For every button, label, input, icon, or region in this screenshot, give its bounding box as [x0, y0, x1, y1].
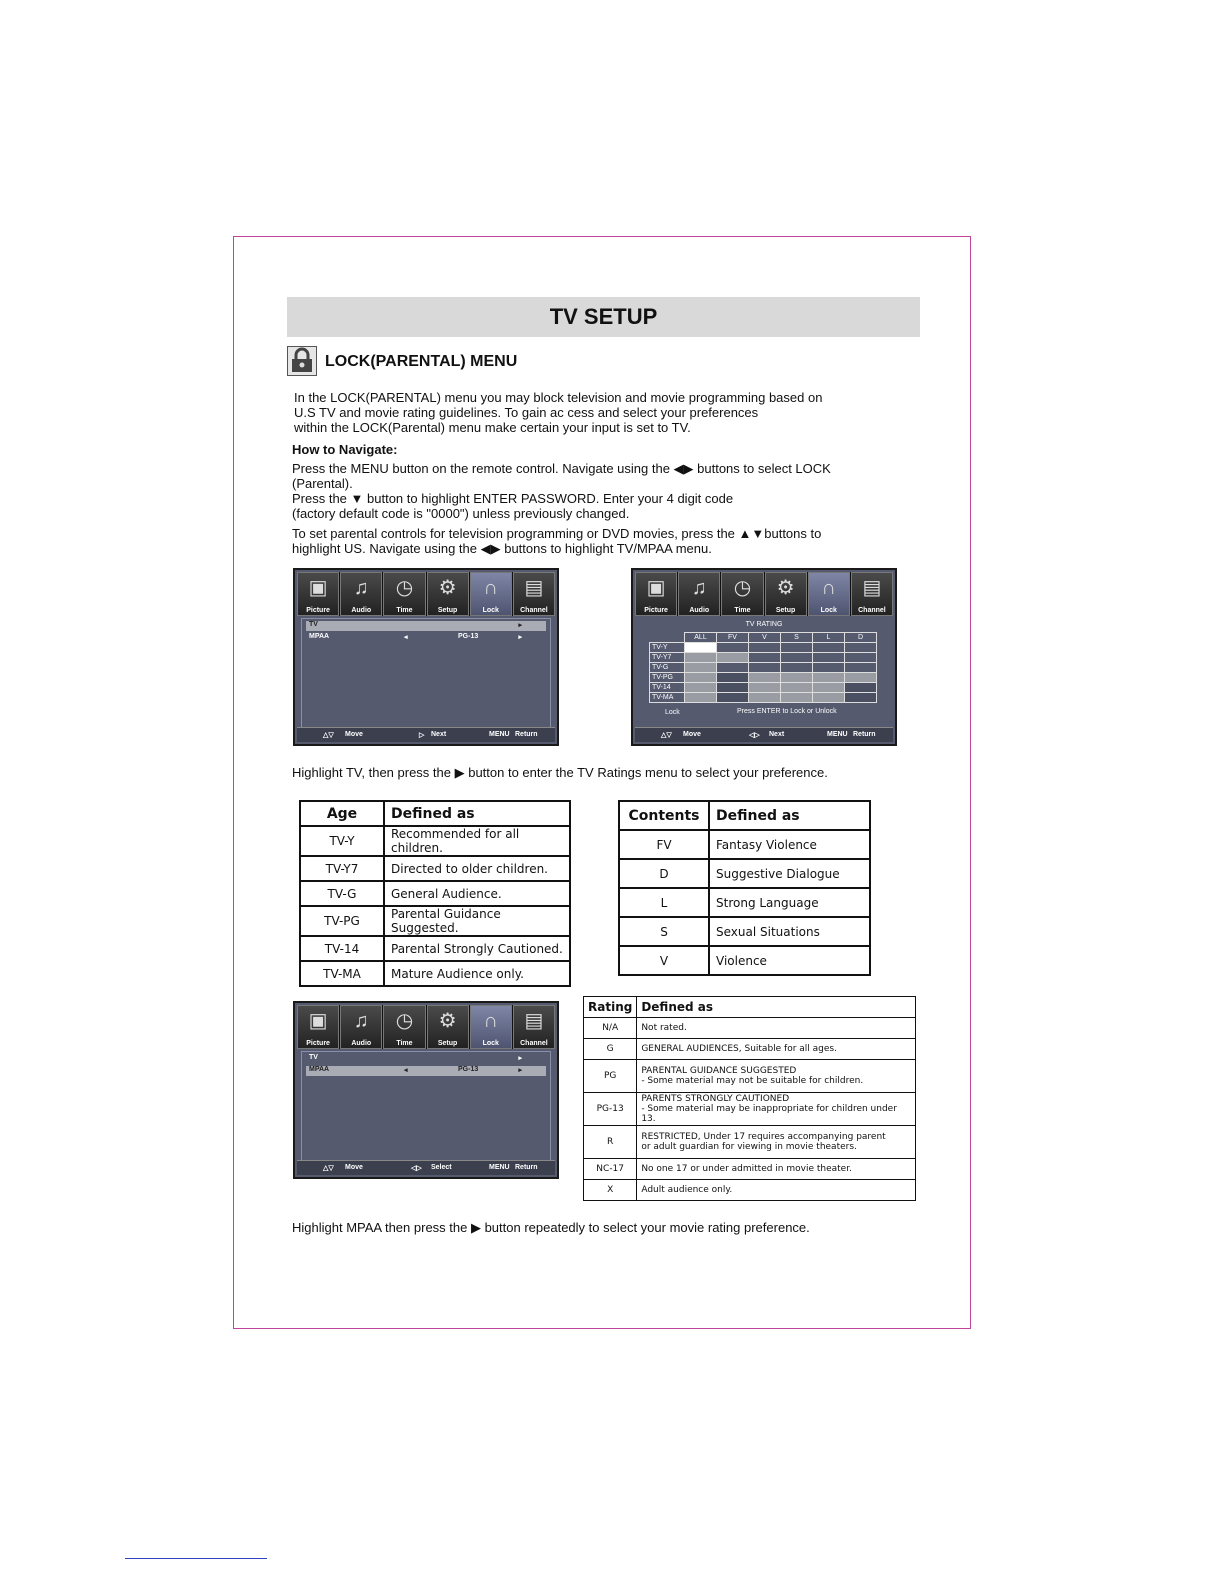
monitor-icon: ▤: [524, 577, 544, 599]
grid-cell[interactable]: [749, 653, 781, 663]
menu-icon-bar: [297, 572, 555, 616]
definition-line: - Some material may be inappropriate for children under 13.: [641, 1104, 897, 1124]
definition-cell: [637, 1093, 916, 1126]
grid-cell[interactable]: [781, 683, 813, 693]
audio-tab[interactable]: [340, 1005, 382, 1049]
intro-paragraph: [294, 390, 822, 435]
grid-cell[interactable]: [717, 683, 749, 693]
camera-icon: ▣: [308, 577, 328, 599]
tv-screen-tv-rating: [631, 568, 897, 746]
menu-row-mpaa[interactable]: [306, 633, 546, 643]
clock-icon: ◷: [395, 577, 414, 599]
rating-cell: G: [584, 1039, 637, 1060]
tab-label: Audio: [351, 607, 372, 614]
picture-tab[interactable]: [297, 1005, 339, 1049]
col-header: S: [781, 633, 813, 643]
table-row: [300, 936, 570, 961]
lock-icon: ∩: [483, 1010, 498, 1032]
definition-line: Not rated.: [641, 1023, 687, 1033]
page-title: TV SETUP: [287, 297, 920, 337]
music-icon: ♫: [353, 1010, 369, 1032]
col-header: Defined as: [384, 801, 570, 826]
tv-footer: [297, 1160, 555, 1175]
tv-screen-mpaa: [293, 1001, 559, 1179]
move-label: Move: [345, 731, 363, 738]
tab-label: Lock: [482, 607, 499, 614]
lock-tab[interactable]: [808, 572, 850, 616]
content-code-cell: D: [619, 859, 709, 888]
table-row: [584, 1060, 916, 1093]
definition-cell: Strong Language: [709, 888, 870, 917]
row-header: TV-G: [650, 663, 685, 673]
move-icon: △▽: [323, 732, 334, 739]
gear-icon: ⚙: [776, 577, 795, 599]
definition-cell: Parental Guidance Suggested.: [384, 906, 570, 936]
col-header: FV: [717, 633, 749, 643]
rating-heading: TV RATING: [745, 621, 783, 628]
row-value: PG-13: [458, 1066, 479, 1073]
row-header: TV-MA: [650, 693, 685, 703]
tab-label: Setup: [437, 1040, 458, 1047]
tab-label: Setup: [775, 607, 796, 614]
grid-cell[interactable]: [717, 643, 749, 653]
lock-menu-list: [301, 1051, 551, 1161]
grid-cell[interactable]: [781, 693, 813, 703]
next-icon: ▷: [419, 732, 425, 739]
rating-hint: Press ENTER to Lock or Unlock: [737, 708, 837, 715]
menu-icon-bar: [297, 1005, 555, 1049]
rating-cell: PG-13: [584, 1093, 637, 1126]
lock-tab[interactable]: [470, 572, 512, 616]
row-label: MPAA: [309, 1066, 330, 1073]
grid-cell[interactable]: [749, 693, 781, 703]
return-label: Return: [515, 1164, 538, 1171]
lock-icon: ∩: [821, 577, 836, 599]
lock-label: Lock: [665, 709, 680, 716]
content-code-cell: FV: [619, 830, 709, 859]
definition-line: No one 17 or under admitted in movie theater.: [641, 1164, 852, 1174]
grid-cell[interactable]: [813, 673, 845, 683]
age-table: [299, 800, 571, 987]
menu-row-tv[interactable]: [306, 1054, 546, 1064]
age-cell: TV-Y7: [300, 856, 384, 881]
camera-icon: ▣: [646, 577, 666, 599]
table-row: [584, 1159, 916, 1180]
intro-line: U.S TV and movie rating guidelines. To gain ac cess and select your preferences: [294, 405, 759, 420]
table-row: [619, 946, 870, 975]
music-icon: ♫: [691, 577, 707, 599]
definition-line: - Some material may not be suitable for children.: [641, 1076, 864, 1086]
grid-cell[interactable]: [685, 643, 717, 653]
definition-cell: [637, 1039, 916, 1060]
return-label: Return: [853, 731, 876, 738]
mpaa-table: [583, 996, 916, 1201]
audio-tab[interactable]: [340, 572, 382, 616]
nav-line: (factory default code is "0000") unless previously changed.: [292, 506, 630, 521]
content-code-cell: V: [619, 946, 709, 975]
content-code-cell: L: [619, 888, 709, 917]
time-tab[interactable]: [383, 572, 425, 616]
table-row: [584, 1126, 916, 1159]
nav-line: To set parental controls for television programming or DVD movies, press the ▲▼buttons to: [292, 526, 822, 541]
picture-tab[interactable]: [635, 572, 677, 616]
table-row: [300, 881, 570, 906]
tab-label: Picture: [644, 607, 668, 614]
definition-cell: General Audience.: [384, 881, 570, 906]
rating-cell: PG: [584, 1060, 637, 1093]
chevron-right-icon: ▸: [518, 634, 522, 641]
chevron-left-icon: ◂: [404, 634, 408, 641]
grid-cell[interactable]: [717, 693, 749, 703]
col-header: Age: [300, 801, 384, 826]
grid-cell[interactable]: [813, 683, 845, 693]
definition-cell: Recommended for all children.: [384, 826, 570, 856]
audio-tab[interactable]: [678, 572, 720, 616]
caption-tv: Highlight TV, then press the ▶ button to enter the TV Ratings menu to select your preference.: [292, 765, 828, 780]
left-right-icon: ◁▷: [749, 732, 760, 739]
row-header: TV-PG: [650, 673, 685, 683]
row-label: MPAA: [309, 633, 330, 640]
chevron-right-icon: ▸: [518, 1055, 522, 1062]
nav-line: Press the MENU button on the remote control. Navigate using the ◀▶ buttons to select LOCK: [292, 461, 831, 476]
definition-cell: [637, 1126, 916, 1159]
menu-icon-bar: [635, 572, 893, 616]
grid-cell[interactable]: [717, 653, 749, 663]
grid-cell[interactable]: [685, 693, 717, 703]
age-cell: TV-G: [300, 881, 384, 906]
move-label: Move: [683, 731, 701, 738]
grid-cell[interactable]: [685, 653, 717, 663]
rating-grid: [649, 632, 877, 703]
next-label: Next: [431, 731, 447, 738]
music-icon: ♫: [353, 577, 369, 599]
grid-cell[interactable]: [781, 673, 813, 683]
grid-cell[interactable]: [845, 663, 877, 673]
definition-line: GENERAL AUDIENCES, Suitable for all ages.: [641, 1044, 837, 1054]
tab-label: Lock: [482, 1040, 499, 1047]
time-tab[interactable]: [383, 1005, 425, 1049]
table-row: [584, 1018, 916, 1039]
tab-label: Audio: [689, 607, 710, 614]
tab-label: Channel: [520, 607, 548, 614]
channel-tab[interactable]: [851, 572, 893, 616]
rating-cell: X: [584, 1180, 637, 1201]
camera-icon: ▣: [308, 1010, 328, 1032]
intro-line: In the LOCK(PARENTAL) menu you may block television and movie programming based on: [294, 390, 823, 405]
grid-cell[interactable]: [813, 663, 845, 673]
menu-icon: MENU: [827, 731, 848, 738]
definition-cell: Directed to older children.: [384, 856, 570, 881]
col-header: Defined as: [709, 801, 870, 830]
intro-line: within the LOCK(Parental) menu make certain your input is set to TV.: [294, 420, 691, 435]
table-row: [619, 917, 870, 946]
clock-icon: ◷: [733, 577, 752, 599]
col-header: Rating: [584, 997, 637, 1018]
tab-label: Channel: [520, 1040, 548, 1047]
table-row: [300, 906, 570, 936]
row-label: TV: [309, 1054, 318, 1061]
grid-cell[interactable]: [749, 643, 781, 653]
tv-screen-lock-menu: [293, 568, 559, 746]
table-row: [584, 1093, 916, 1126]
menu-row-mpaa[interactable]: [306, 1066, 546, 1076]
grid-cell[interactable]: [845, 683, 877, 693]
grid-cell[interactable]: [845, 653, 877, 663]
grid-cell[interactable]: [845, 673, 877, 683]
grid-cell[interactable]: [717, 673, 749, 683]
definition-cell: [637, 1159, 916, 1180]
tab-label: Channel: [858, 607, 886, 614]
nav-line: (Parental).: [292, 476, 353, 491]
time-tab[interactable]: [721, 572, 763, 616]
menu-icon: MENU: [489, 1164, 510, 1171]
grid-cell[interactable]: [749, 673, 781, 683]
col-header: Contents: [619, 801, 709, 830]
definition-line: PARENTAL GUIDANCE SUGGESTED: [641, 1066, 797, 1076]
select-label: Select: [431, 1164, 452, 1171]
rating-cell: NC-17: [584, 1159, 637, 1180]
grid-cell[interactable]: [813, 643, 845, 653]
age-cell: TV-Y: [300, 826, 384, 856]
definition-line: Adult audience only.: [641, 1185, 733, 1195]
row-value: PG-13: [458, 633, 479, 640]
clock-icon: ◷: [395, 1010, 414, 1032]
grid-cell[interactable]: [813, 693, 845, 703]
tab-label: Audio: [351, 1040, 372, 1047]
gear-icon: ⚙: [438, 1010, 457, 1032]
grid-cell[interactable]: [845, 643, 877, 653]
monitor-icon: ▤: [524, 1010, 544, 1032]
grid-cell[interactable]: [845, 693, 877, 703]
definition-cell: Sexual Situations: [709, 917, 870, 946]
table-row: [300, 826, 570, 856]
tab-label: Time: [396, 607, 413, 614]
definition-cell: [637, 1018, 916, 1039]
tab-label: Setup: [437, 607, 458, 614]
gear-icon: ⚙: [438, 577, 457, 599]
next-label: Next: [769, 731, 785, 738]
row-label: TV: [309, 621, 318, 628]
chevron-left-icon: ◂: [404, 1067, 408, 1074]
move-icon: △▽: [323, 1165, 334, 1172]
table-row: [584, 1039, 916, 1060]
caption-mpaa: Highlight MPAA then press the ▶ button repeatedly to select your movie rating preference.: [292, 1220, 810, 1235]
row-header: TV-14: [650, 683, 685, 693]
row-header: TV-Y7: [650, 653, 685, 663]
lock-tab[interactable]: [470, 1005, 512, 1049]
menu-icon: MENU: [489, 731, 510, 738]
grid-cell[interactable]: [749, 663, 781, 673]
chevron-right-icon: ▸: [518, 1067, 522, 1074]
rating-cell: R: [584, 1126, 637, 1159]
content-code-cell: S: [619, 917, 709, 946]
table-row: [300, 961, 570, 986]
definition-cell: Fantasy Violence: [709, 830, 870, 859]
definition-cell: Mature Audience only.: [384, 961, 570, 986]
tab-label: Picture: [306, 607, 330, 614]
tv-footer: [635, 727, 893, 742]
setup-tab[interactable]: [765, 572, 807, 616]
return-label: Return: [515, 731, 538, 738]
tab-label: Time: [396, 1040, 413, 1047]
move-label: Move: [345, 1164, 363, 1171]
tv-footer: [297, 727, 555, 742]
lock-menu-list: [301, 618, 551, 728]
channel-tab[interactable]: [513, 1005, 555, 1049]
lock-icon: ∩: [483, 577, 498, 599]
definition-line: PARENTS STRONGLY CAUTIONED: [641, 1094, 790, 1104]
nav-line: Press the ▼ button to highlight ENTER PASSWORD. Enter your 4 digit code: [292, 491, 734, 506]
grid-cell[interactable]: [749, 683, 781, 693]
table-row: [619, 830, 870, 859]
move-icon: △▽: [661, 732, 672, 739]
lock-icon: [287, 346, 317, 376]
rating-cell: N/A: [584, 1018, 637, 1039]
grid-cell[interactable]: [717, 663, 749, 673]
grid-cell[interactable]: [781, 653, 813, 663]
how-to-heading: How to Navigate:: [292, 442, 398, 457]
definition-cell: [637, 1180, 916, 1201]
definition-cell: Suggestive Dialogue: [709, 859, 870, 888]
grid-cell[interactable]: [781, 643, 813, 653]
section-title: LOCK(PARENTAL) MENU: [325, 353, 518, 370]
definition-line: RESTRICTED, Under 17 requires accompanying parent: [641, 1132, 886, 1142]
chevron-right-icon: ▸: [518, 622, 522, 629]
tab-label: Time: [734, 607, 751, 614]
age-cell: TV-MA: [300, 961, 384, 986]
table-row: [619, 888, 870, 917]
nav-paragraph-2: [292, 526, 821, 556]
contents-table: [618, 800, 871, 976]
definition-cell: [637, 1060, 916, 1093]
picture-tab[interactable]: [297, 572, 339, 616]
monitor-icon: ▤: [862, 577, 882, 599]
table-row: [584, 1180, 916, 1201]
age-cell: TV-PG: [300, 906, 384, 936]
tab-label: Lock: [820, 607, 837, 614]
setup-tab[interactable]: [427, 572, 469, 616]
table-row: [619, 859, 870, 888]
grid-cell[interactable]: [685, 683, 717, 693]
definition-cell: Parental Strongly Cautioned.: [384, 936, 570, 961]
nav-paragraph: [292, 461, 831, 521]
grid-cell[interactable]: [685, 663, 717, 673]
setup-tab[interactable]: [427, 1005, 469, 1049]
left-right-icon: ◁▷: [411, 1165, 422, 1172]
menu-row-tv[interactable]: [306, 621, 546, 631]
definition-cell: Violence: [709, 946, 870, 975]
grid-cell[interactable]: [813, 653, 845, 663]
grid-corner: [650, 633, 685, 643]
col-header: D: [845, 633, 877, 643]
grid-cell[interactable]: [781, 663, 813, 673]
row-header: TV-Y: [650, 643, 685, 653]
col-header: L: [813, 633, 845, 643]
nav-line: highlight US. Navigate using the ◀▶ buttons to highlight TV/MPAA menu.: [292, 541, 712, 556]
col-header: V: [749, 633, 781, 643]
table-row: [300, 856, 570, 881]
channel-tab[interactable]: [513, 572, 555, 616]
definition-line: or adult guardian for viewing in movie theaters.: [641, 1142, 857, 1152]
age-cell: TV-14: [300, 936, 384, 961]
col-header: ALL: [685, 633, 717, 643]
col-header: Defined as: [637, 997, 916, 1018]
footer-rule: [125, 1558, 267, 1559]
grid-cell[interactable]: [685, 673, 717, 683]
tab-label: Picture: [306, 1040, 330, 1047]
